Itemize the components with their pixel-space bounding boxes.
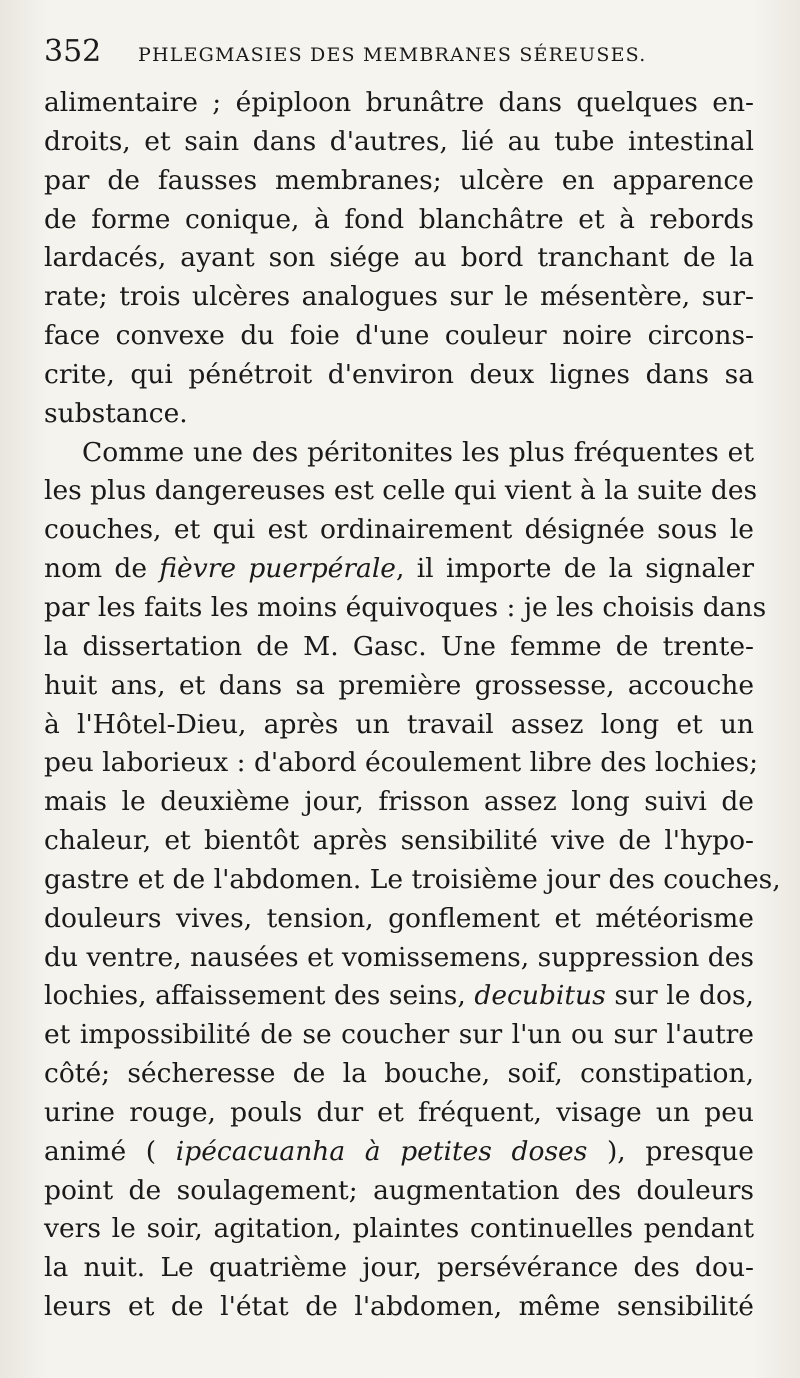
text-line (44, 1133, 754, 1172)
text-line: urine rouge, pouls dur et fréquent, visage un peu (44, 1096, 754, 1128)
line-text: animé ( (44, 1135, 176, 1167)
text-line: face convexe du foie d'une couleur noire circons- (44, 320, 754, 352)
text-line: douleurs vives, tension, gonflement et météorisme (44, 902, 754, 934)
text-line: côté; sécheresse de la bouche, soif, constipation, (44, 1058, 754, 1090)
text-line: droits, et sain dans d'autres, lié au tube intestinal (44, 125, 754, 157)
text-line: alimentaire ; épiploon brunâtre dans quelques en- (44, 87, 754, 118)
text-line: couches, et qui est ordinairement désignée sous le (44, 514, 754, 546)
text-line: chaleur, et bientôt après sensibilité vive de l'hypo- (44, 825, 754, 857)
line-text: lochies, affaissement des seins, (44, 980, 475, 1012)
text-line: et impossibilité de se coucher sur l'un ou sur l'autre (44, 1019, 754, 1051)
text-line: substance. (44, 397, 188, 429)
text-line: gastre et de l'abdomen. Le troisième jour des couches, (44, 863, 781, 895)
italic-term: fièvre puerpérale (159, 553, 396, 585)
text-line: la nuit. Le quatrième jour, persévérance des dou- (44, 1252, 754, 1284)
text-line: leurs et de l'état de l'abdomen, même sensibilité (44, 1291, 754, 1323)
text-line: rate; trois ulcères analogues sur le mésentère, sur- (44, 281, 754, 313)
text-line (44, 977, 754, 1016)
text-line: crite, qui pénétroit d'environ deux lignes dans sa (44, 358, 754, 390)
line-text: , il importe de la signaler (396, 553, 754, 585)
text-line: point de soulagement; augmentation des douleurs (44, 1174, 754, 1206)
text-line: la dissertation de M. Gasc. Une femme de trente- (44, 630, 754, 662)
text-line: vers le soir, agitation, plaintes continuelles pendant (44, 1213, 754, 1245)
text-line: du ventre, nausées et vomissemens, suppression des (44, 941, 754, 973)
text-line: par de fausses membranes; ulcère en apparence (44, 164, 754, 196)
text-line: de forme conique, à fond blanchâtre et à rebords (44, 203, 754, 235)
italic-term: ipécacuanha à petites doses (175, 1135, 588, 1167)
text-line: huit ans, et dans sa première grossesse, accouche (44, 669, 754, 701)
page-header (44, 34, 754, 84)
text-line: mais le deuxième jour, frisson assez long suivi de (44, 786, 754, 818)
paragraph (44, 84, 754, 434)
text-line: par les faits les moins équivoques : je les choisis dans (44, 591, 767, 623)
text-line: Comme une des péritonites les plus fréquentes et (82, 436, 754, 468)
body-text (44, 84, 781, 1327)
paragraph (44, 434, 781, 1327)
text-line: peu laborieux : d'abord écoulement libre des lochies; (44, 747, 758, 779)
text-line (44, 550, 754, 589)
running-title: PHLEGMASIES DES MEMBRANES SÉREUSES. (138, 44, 647, 66)
line-text: nom de (44, 553, 160, 585)
text-line: les plus dangereuses est celle qui vient à la suite des (44, 475, 758, 507)
line-text: ), presque (587, 1135, 754, 1167)
italic-term: decubitus (474, 980, 606, 1012)
page-number: 352 (44, 34, 102, 69)
line-text: sur le dos, (605, 980, 754, 1012)
text-line: à l'Hôtel-Dieu, après un travail assez long et un (44, 708, 754, 740)
text-line: lardacés, ayant son siége au bord tranchant de la (44, 242, 754, 274)
